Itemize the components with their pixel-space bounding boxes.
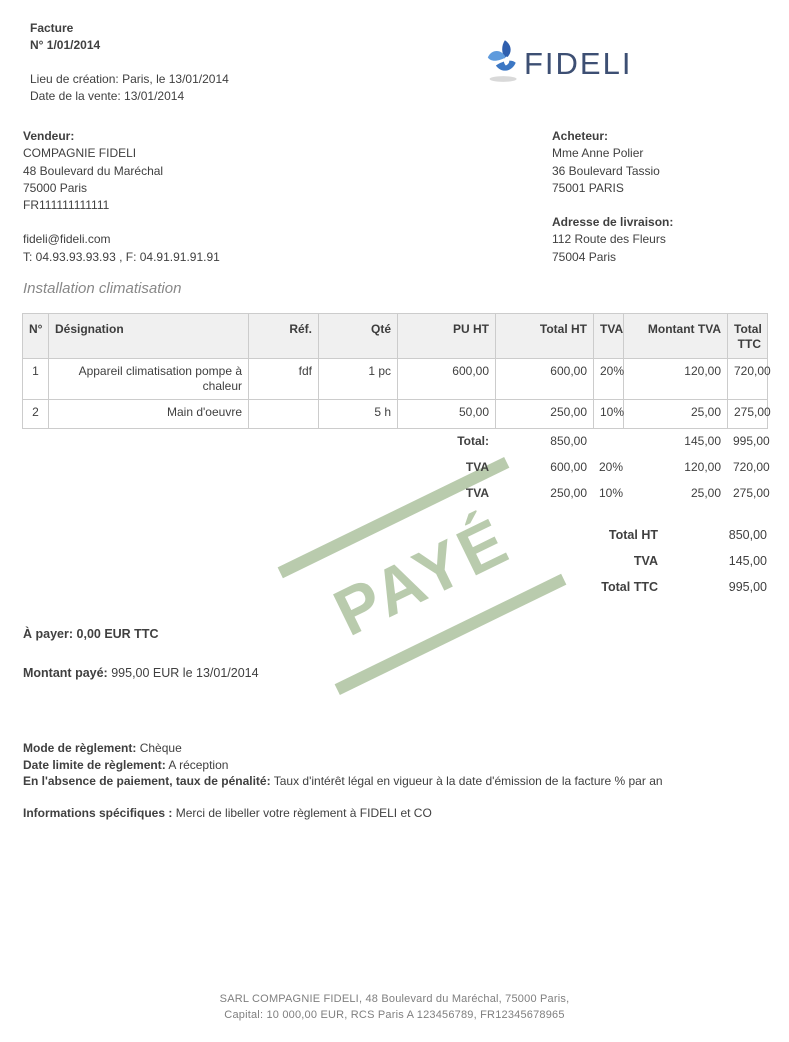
item-ref: fdf [249, 359, 319, 400]
payment-deadline-line [23, 757, 763, 774]
buyer-label: Acheteur: [552, 129, 609, 143]
totals-row [22, 480, 767, 506]
doc-number: N° 1/01/2014 [30, 38, 101, 53]
amount-to-pay-line [23, 627, 158, 641]
summary-row-tva [400, 554, 767, 569]
item-qty: 1 pc [319, 359, 398, 400]
doc-title: Facture [30, 21, 74, 35]
col-header-total-ht: Total HT [496, 314, 594, 359]
summary-row-total-ttc [400, 580, 767, 595]
totals-total-ht: 600,00 [550, 460, 587, 474]
delivery-city: 75004 Paris [552, 249, 617, 264]
payment-mode-line [23, 740, 763, 757]
buyer-city: 75001 PARIS [552, 180, 624, 195]
buyer-street: 36 Boulevard Tassio [552, 163, 660, 178]
payment-deadline-value: A réception [168, 757, 229, 772]
footer-line-1: SARL COMPAGNIE FIDELI, 48 Boulevard du Maréchal, 75000 Paris, [219, 993, 570, 1005]
date-lines [30, 71, 229, 106]
payment-mode-label: Mode de règlement: [23, 741, 137, 755]
vendor-name: COMPAGNIE FIDELI [23, 146, 137, 161]
specific-info-value: Merci de libeller votre règlement à FIDELI et CO [175, 806, 432, 820]
totals-montant-tva: 120,00 [684, 460, 721, 474]
item-ref [249, 400, 319, 429]
amount-paid-line [23, 666, 259, 680]
item-total-ht: 250,00 [496, 400, 594, 429]
vendor-vat-number: FR111111111111 [23, 198, 110, 213]
vendor-email: fideli@fideli.com [23, 232, 111, 247]
totals-tva-rate [593, 428, 623, 454]
totals-total-ttc: 995,00 [733, 434, 770, 448]
specific-info-line [23, 806, 763, 820]
col-header-designation: Désignation [49, 314, 249, 359]
company-logo [486, 38, 632, 89]
totals-table [22, 428, 770, 506]
items-header-row [23, 314, 768, 359]
spacer [23, 214, 220, 231]
totals-label: TVA [465, 486, 489, 500]
col-header-num: N° [23, 314, 49, 359]
item-row [23, 400, 768, 429]
item-num: 1 [23, 359, 49, 400]
item-total-ht: 600,00 [496, 359, 594, 400]
summary-value: 850,00 [728, 528, 767, 542]
delivery-street: 112 Route des Fleurs [552, 232, 666, 247]
logo-swirl-icon [486, 38, 522, 89]
section-title: Installation climatisation [23, 280, 182, 297]
totals-row [22, 428, 767, 454]
totals-total-ttc: 275,00 [733, 486, 770, 500]
item-designation: Appareil climatisation pompe à chaleur [49, 359, 249, 400]
vendor-phone: T: 04.93.93.93.93 , F: 04.91.91.91.91 [23, 249, 220, 264]
creation-line: Lieu de création: Paris, le 13/01/2014 [30, 72, 229, 86]
vendor-city: 75000 Paris [23, 180, 88, 195]
item-row [23, 359, 768, 400]
penalty-line [23, 773, 763, 790]
col-header-tva: TVA [594, 314, 624, 359]
logo-text: FIDELI [524, 46, 633, 81]
col-header-qty: Qté [319, 314, 398, 359]
footer-line-2: Capital: 10 000,00 EUR, RCS Paris A 123456789, FR12345678965 [224, 1009, 565, 1021]
items-table [22, 313, 771, 429]
spacer [552, 197, 673, 214]
sale-date-line: Date de la vente: 13/01/2014 [30, 89, 185, 104]
penalty-value: Taux d'intérêt légal en vigueur à la date d'émission de la facture % par an [273, 774, 663, 788]
grand-totals-summary [400, 528, 767, 606]
totals-total-ttc: 720,00 [733, 460, 770, 474]
specific-info-label: Informations spécifiques : [23, 806, 173, 820]
totals-total-ht: 850,00 [550, 434, 587, 448]
summary-row-total-ht [400, 528, 767, 543]
document-header [30, 20, 100, 55]
totals-label: Total: [457, 434, 489, 448]
summary-value: 995,00 [728, 580, 767, 594]
paid-label: Montant payé: [23, 666, 108, 680]
vendor-street: 48 Boulevard du Maréchal [23, 163, 164, 178]
vendor-label: Vendeur: [23, 129, 75, 143]
col-header-total-ttc: Total TTC [728, 314, 768, 359]
summary-label: TVA [633, 554, 658, 568]
item-total-ttc: 720,00 [728, 359, 768, 400]
paid-value: 995,00 EUR le 13/01/2014 [111, 666, 259, 680]
payment-deadline-label: Date limite de règlement: [23, 757, 166, 772]
item-tva: 20% [594, 359, 624, 400]
delivery-address-label: Adresse de livraison: [552, 215, 674, 230]
totals-montant-tva: 25,00 [690, 486, 721, 500]
to-pay-value: 0,00 EUR TTC [76, 627, 159, 641]
summary-value: 145,00 [728, 554, 767, 568]
item-pu-ht: 50,00 [398, 400, 496, 429]
totals-tva-rate: 20% [599, 460, 624, 474]
item-num: 2 [23, 400, 49, 429]
item-designation: Main d'oeuvre [49, 400, 249, 429]
summary-label: Total HT [608, 528, 658, 542]
buyer-name: Mme Anne Polier [552, 146, 644, 161]
totals-montant-tva: 145,00 [684, 434, 721, 448]
vendor-block [23, 128, 220, 266]
to-pay-label: À payer: [23, 627, 74, 641]
col-header-pu-ht: PU HT [398, 314, 496, 359]
payment-terms [23, 740, 763, 790]
penalty-label: En l'absence de paiement, taux de pénalité: [23, 774, 271, 788]
paid-stamp: PAYÉ [278, 457, 567, 695]
totals-total-ht: 250,00 [550, 486, 587, 500]
buyer-block [552, 128, 673, 266]
item-montant-tva: 25,00 [624, 400, 728, 429]
payment-mode-value: Chèque [139, 741, 182, 755]
item-pu-ht: 600,00 [398, 359, 496, 400]
col-header-ref: Réf. [249, 314, 319, 359]
legal-footer [0, 991, 789, 1023]
totals-tva-rate: 10% [599, 486, 624, 500]
item-total-ttc: 275,00 [728, 400, 768, 429]
totals-label: TVA [465, 460, 489, 474]
item-montant-tva: 120,00 [624, 359, 728, 400]
item-qty: 5 h [319, 400, 398, 429]
item-tva: 10% [594, 400, 624, 429]
summary-label: Total TTC [601, 580, 658, 594]
col-header-montant-tva: Montant TVA [624, 314, 728, 359]
totals-row [22, 454, 767, 480]
